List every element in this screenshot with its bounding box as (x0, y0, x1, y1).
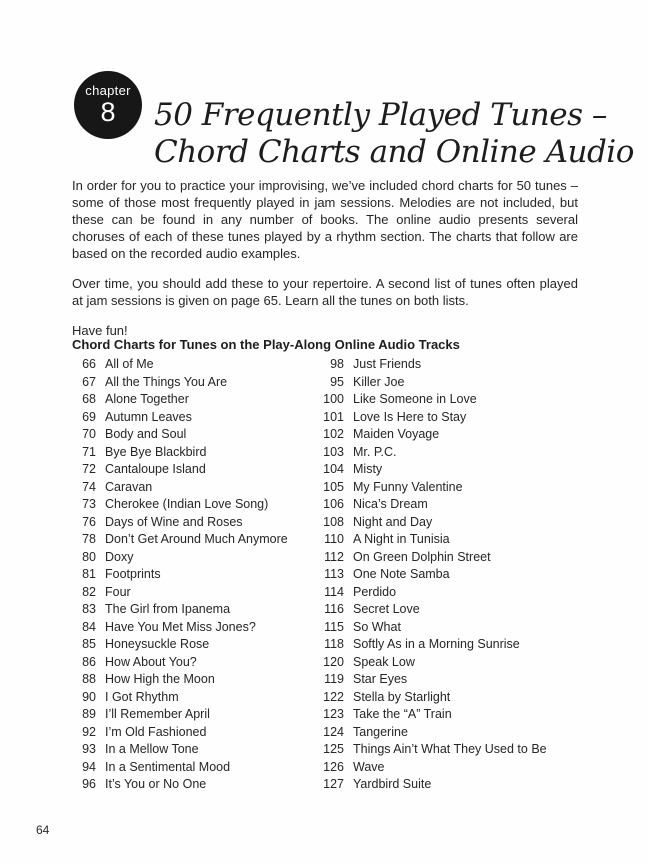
track-title: Take the “A” Train (353, 707, 452, 721)
track-title: Footprints (105, 567, 161, 581)
track-title: In a Sentimental Mood (105, 759, 231, 774)
track-number: 89 (82, 707, 96, 721)
track-row (310, 496, 582, 514)
track-row (72, 356, 310, 374)
track-title: Nica’s Dream (353, 497, 428, 511)
track-number: 94 (82, 759, 96, 774)
track-title: All of Me (105, 357, 154, 371)
intro-paragraph-1: In order for you to practice your improvising, we’ve included chord charts for 50 tunes – some of those most frequently played in jam sessions. Melodies are not included, but these can be found in any number of books. The online audio presents several choruses of each of these tunes played by a rhythm section. The charts that follow are based on the recorded audio examples. (72, 178, 578, 261)
track-number: 82 (82, 584, 96, 599)
track-number: 124 (323, 724, 344, 739)
track-title: Just Friends (353, 357, 422, 371)
track-number: 115 (324, 619, 344, 634)
track-title: Tangerine (353, 724, 408, 739)
track-row (72, 724, 310, 742)
track-title: Four (105, 584, 131, 599)
track-title: Don’t Get Around Much Anymore (105, 532, 288, 546)
track-number: 68 (82, 392, 96, 406)
track-title: Softly As in a Morning Sunrise (353, 637, 520, 651)
track-title: Mr. P.C. (353, 444, 397, 459)
track-row (310, 759, 582, 777)
page-number: 64 (36, 823, 50, 837)
track-number: 96 (82, 777, 96, 791)
track-number: 103 (323, 444, 344, 459)
chapter-badge (74, 71, 142, 139)
track-row (72, 461, 310, 479)
track-number: 93 (82, 742, 96, 756)
track-number: 123 (323, 707, 344, 721)
track-title: I’m Old Fashioned (105, 724, 207, 739)
track-title: All the Things You Are (105, 374, 228, 389)
track-row (310, 461, 582, 479)
track-number: 101 (323, 409, 344, 424)
track-title: Yardbird Suite (353, 777, 432, 791)
track-row (72, 514, 310, 532)
track-row (310, 689, 582, 707)
track-number: 72 (82, 462, 96, 476)
track-number: 90 (82, 689, 96, 704)
track-row (72, 706, 310, 724)
track-row (72, 444, 310, 462)
track-row (310, 426, 582, 444)
track-row (72, 391, 310, 409)
track-title: Love Is Here to Stay (353, 409, 467, 424)
track-title: Star Eyes (353, 672, 408, 686)
track-row (72, 601, 310, 619)
track-row (310, 741, 582, 759)
track-title: Things Ain’t What They Used to Be (353, 742, 547, 756)
track-title: Caravan (105, 479, 153, 494)
chapter-title-line2: Chord Charts and Online Audio (154, 134, 634, 170)
track-title: My Funny Valentine (353, 479, 463, 494)
track-row (72, 409, 310, 427)
track-title: One Note Samba (353, 567, 450, 581)
track-title: Like Someone in Love (353, 392, 477, 406)
track-row (72, 479, 310, 497)
track-number: 88 (82, 672, 96, 686)
track-title: I’ll Remember April (105, 707, 210, 721)
track-title: So What (353, 619, 401, 634)
track-number: 120 (323, 654, 344, 669)
track-title: Body and Soul (105, 427, 187, 441)
track-row (310, 444, 582, 462)
track-number: 69 (82, 409, 96, 424)
track-title: Misty (353, 462, 383, 476)
track-row (72, 741, 310, 759)
track-row (72, 689, 310, 707)
track-row (72, 776, 310, 794)
track-number: 118 (324, 637, 344, 651)
track-title: I Got Rhythm (105, 689, 179, 704)
track-row (72, 549, 310, 567)
track-number: 106 (323, 497, 344, 511)
track-row (72, 636, 310, 654)
track-title: On Green Dolphin Street (353, 549, 491, 564)
chapter-badge-number: 8 (100, 97, 116, 127)
intro-text (72, 177, 578, 352)
track-row (310, 724, 582, 742)
track-number: 80 (82, 549, 96, 564)
track-title: Killer Joe (353, 374, 405, 389)
track-number: 98 (330, 357, 344, 371)
track-title: Have You Met Miss Jones? (105, 619, 256, 634)
track-column-left (72, 356, 310, 794)
track-row (72, 374, 310, 392)
track-title: Doxy (105, 549, 134, 564)
track-row (72, 619, 310, 637)
track-row (310, 584, 582, 602)
track-row (310, 636, 582, 654)
track-number: 114 (324, 584, 344, 599)
track-title: Speak Low (353, 654, 415, 669)
track-row (310, 671, 582, 689)
track-row (310, 409, 582, 427)
track-number: 74 (82, 479, 96, 494)
track-number: 108 (323, 514, 344, 529)
track-row (72, 496, 310, 514)
track-row (72, 566, 310, 584)
track-number: 125 (323, 742, 344, 756)
track-number: 78 (82, 532, 96, 546)
track-number: 95 (330, 374, 344, 389)
track-number: 127 (323, 777, 344, 791)
track-number: 73 (82, 497, 96, 511)
track-number: 105 (323, 479, 344, 494)
track-title: Days of Wine and Roses (105, 514, 243, 529)
intro-paragraph-3: Have fun! (72, 323, 128, 338)
chapter-title (154, 97, 634, 171)
track-row (310, 356, 582, 374)
track-row (72, 531, 310, 549)
track-title: Cherokee (Indian Love Song) (105, 497, 269, 511)
track-title: Maiden Voyage (353, 427, 440, 441)
track-title: How High the Moon (105, 672, 215, 686)
track-number: 71 (82, 444, 96, 459)
track-number: 116 (324, 602, 344, 616)
track-number: 113 (324, 567, 344, 581)
track-number: 84 (82, 619, 96, 634)
track-row (310, 654, 582, 672)
track-title: The Girl from Ipanema (105, 602, 231, 616)
track-title: A Night in Tunisia (353, 532, 450, 546)
track-title: Stella by Starlight (353, 689, 451, 704)
track-title: Autumn Leaves (105, 409, 192, 424)
track-number: 102 (323, 427, 344, 441)
track-row (72, 584, 310, 602)
track-title: Cantaloupe Island (105, 462, 206, 476)
track-number: 76 (82, 514, 96, 529)
track-number: 66 (82, 357, 96, 371)
chapter-title-line1: 50 Frequently Played Tunes – (154, 97, 607, 133)
track-number: 100 (323, 392, 344, 406)
track-number: 67 (82, 374, 96, 389)
track-row (72, 671, 310, 689)
track-row (310, 531, 582, 549)
track-number: 85 (82, 637, 96, 651)
tracklist (72, 356, 582, 794)
track-number: 70 (82, 427, 96, 441)
track-title: Secret Love (353, 602, 420, 616)
track-row (72, 759, 310, 777)
track-number: 122 (323, 689, 344, 704)
track-number: 86 (82, 654, 96, 669)
track-title: Night and Day (353, 514, 433, 529)
track-title: How About You? (105, 654, 197, 669)
track-number: 126 (323, 759, 344, 774)
track-number: 104 (323, 462, 344, 476)
track-row (310, 566, 582, 584)
track-column-right (310, 356, 582, 794)
track-title: In a Mellow Tone (105, 742, 199, 756)
tracklist-heading: Chord Charts for Tunes on the Play-Along Online Audio Tracks (72, 337, 460, 352)
track-number: 83 (82, 602, 96, 616)
track-row (310, 619, 582, 637)
track-title: Perdido (353, 584, 397, 599)
track-title: Alone Together (105, 392, 189, 406)
track-number: 81 (82, 567, 96, 581)
track-row (72, 426, 310, 444)
track-title: Honeysuckle Rose (105, 637, 210, 651)
track-row (310, 374, 582, 392)
track-row (310, 549, 582, 567)
track-row (310, 479, 582, 497)
track-row (72, 654, 310, 672)
track-number: 92 (82, 724, 96, 739)
track-row (310, 514, 582, 532)
track-title: It’s You or No One (105, 777, 207, 791)
intro-paragraph-2: Over time, you should add these to your repertoire. A second list of tunes often played at jam sessions is given on page 65. Learn all the tunes on both lists. (72, 276, 578, 308)
track-row (310, 391, 582, 409)
track-title: Bye Bye Blackbird (105, 444, 207, 459)
track-row (310, 706, 582, 724)
track-number: 112 (324, 549, 344, 564)
track-title: Wave (353, 759, 385, 774)
track-row (310, 776, 582, 794)
track-number: 119 (324, 672, 344, 686)
chapter-badge-label: chapter (85, 83, 131, 98)
track-row (310, 601, 582, 619)
track-number: 110 (324, 532, 344, 546)
